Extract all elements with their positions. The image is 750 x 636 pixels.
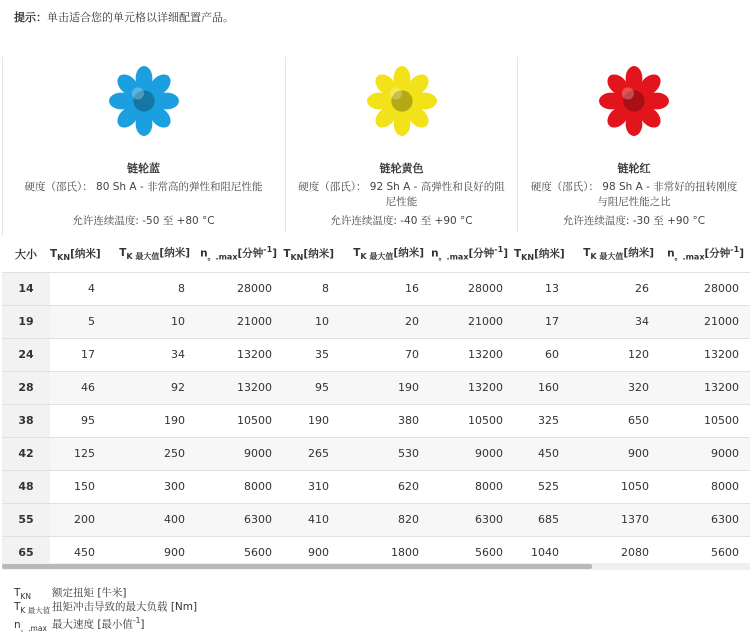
value-cell[interactable]: 10	[283, 305, 340, 338]
value-cell[interactable]: 400	[106, 503, 196, 536]
value-cell[interactable]: 1050	[570, 470, 660, 503]
column-header	[340, 236, 430, 272]
value-cell[interactable]: 620	[340, 470, 430, 503]
hint-label: 提示：	[14, 11, 47, 24]
value-cell[interactable]: 28000	[196, 272, 283, 305]
value-cell[interactable]: 450	[50, 536, 106, 569]
column-header: $n_{。.max}$[分钟$^{-1}$]	[196, 236, 283, 272]
value-cell[interactable]: 6300	[660, 503, 750, 536]
value-cell[interactable]: 190	[283, 404, 340, 437]
legend-description: 最大速度 [最小值	[52, 618, 133, 631]
product-header	[286, 57, 517, 233]
value-cell[interactable]: 320	[570, 371, 660, 404]
size-column-header: 大小	[2, 236, 50, 272]
column-header	[50, 236, 106, 272]
table-row	[2, 437, 750, 470]
value-cell[interactable]: 28000	[430, 272, 514, 305]
column-header-symbol: T	[353, 247, 361, 260]
value-cell[interactable]: 900	[283, 536, 340, 569]
table-row	[2, 338, 750, 371]
value-cell[interactable]: 10500	[196, 404, 283, 437]
hint-text	[14, 9, 234, 25]
column-header: $n_{。.max}$[分钟$^{-1}$]	[660, 236, 750, 272]
product-hardness: 硬度（邵氏）： 92 Sh A - 高弹性和良好的阻尼性能	[298, 181, 505, 208]
horizontal-scrollbar-thumb[interactable]	[2, 564, 592, 569]
value-cell[interactable]: 10	[106, 305, 196, 338]
value-cell[interactable]: 21000	[430, 305, 514, 338]
legend-item	[14, 600, 197, 614]
value-cell[interactable]: 160	[514, 371, 570, 404]
value-cell[interactable]: 17	[50, 338, 106, 371]
value-cell[interactable]: 13200	[196, 338, 283, 371]
product-header	[2, 57, 285, 233]
spider-coupling-image[interactable]	[106, 63, 182, 139]
value-cell[interactable]: 35	[283, 338, 340, 371]
value-cell[interactable]: 8	[283, 272, 340, 305]
value-cell[interactable]: 9000	[196, 437, 283, 470]
value-cell[interactable]: 46	[50, 371, 106, 404]
value-cell[interactable]: 13200	[430, 371, 514, 404]
value-cell[interactable]: 150	[50, 470, 106, 503]
legend	[14, 586, 198, 633]
hint-message: 单击适合您的单元格以详细配置产品。	[47, 11, 234, 24]
column-header-subscript: KN	[57, 252, 71, 262]
spider-coupling-image[interactable]	[596, 63, 672, 139]
value-cell[interactable]: 120	[570, 338, 660, 371]
value-cell[interactable]: 92	[106, 371, 196, 404]
legend-symbol	[14, 618, 52, 636]
value-cell[interactable]: 10500	[430, 404, 514, 437]
value-cell[interactable]: 95	[283, 371, 340, 404]
column-header: $n_{。.max}$[分钟$^{-1}$]	[430, 236, 514, 272]
column-header-subscript: K 最大值	[126, 252, 160, 262]
value-cell[interactable]: 9000	[430, 437, 514, 470]
value-cell[interactable]: 125	[50, 437, 106, 470]
value-cell[interactable]: 1040	[514, 536, 570, 569]
product-hardness: 硬度（邵氏）： 80 Sh A - 非常高的弹性和阻尼性能	[24, 181, 263, 193]
product-name: 链轮红	[617, 162, 651, 175]
value-cell[interactable]: 26	[570, 272, 660, 305]
value-cell[interactable]: 200	[50, 503, 106, 536]
value-cell[interactable]: 300	[106, 470, 196, 503]
value-cell[interactable]: 900	[106, 536, 196, 569]
value-cell[interactable]: 9000	[660, 437, 750, 470]
value-cell[interactable]: 13	[514, 272, 570, 305]
legend-item	[14, 586, 197, 600]
column-header-subscript: 。.max	[207, 252, 238, 262]
size-cell: 65	[2, 536, 50, 569]
product-temperature: 允许连续温度: -50 至 +80 °C	[72, 215, 215, 227]
value-cell[interactable]: 900	[570, 437, 660, 470]
value-cell[interactable]: 1370	[570, 503, 660, 536]
value-cell[interactable]: 21000	[660, 305, 750, 338]
column-header-subscript: 。.max	[674, 252, 705, 262]
value-cell[interactable]: 34	[570, 305, 660, 338]
legend-symbol-subscript: KN	[20, 592, 31, 602]
column-header-subscript: K 最大值	[360, 252, 394, 262]
column-header-symbol: T	[50, 247, 58, 260]
column-header-unit: [分钟	[704, 247, 731, 260]
product-header	[518, 57, 750, 233]
column-header	[283, 236, 340, 272]
value-cell[interactable]: 8000	[430, 470, 514, 503]
value-cell[interactable]: 325	[514, 404, 570, 437]
value-cell[interactable]: 4	[50, 272, 106, 305]
size-cell: 19	[2, 305, 50, 338]
column-header-symbol: T	[514, 247, 522, 260]
column-header-unit: [纳米]	[393, 247, 424, 260]
product-temperature: 允许连续温度: -40 至 +90 °C	[330, 215, 473, 227]
value-cell[interactable]: 190	[340, 371, 430, 404]
legend-symbol-subscript: 。.max	[20, 623, 47, 633]
value-cell[interactable]: 5600	[430, 536, 514, 569]
value-cell[interactable]: 8000	[660, 470, 750, 503]
value-cell[interactable]: 28000	[660, 272, 750, 305]
legend-item: $n_{。.max}$ 最大速度 [最小值$^{-1}$]	[14, 614, 197, 628]
value-cell[interactable]: 650	[570, 404, 660, 437]
product-name: 链轮蓝	[127, 162, 160, 175]
column-header-subscript: 。.max	[438, 252, 469, 262]
legend-description: 额定扭矩 [牛米]	[52, 587, 127, 599]
value-cell[interactable]: 5	[50, 305, 106, 338]
column-header	[514, 236, 570, 272]
column-header-unit: [分钟	[468, 247, 495, 260]
column-header-superscript: -1	[730, 244, 740, 254]
table-row	[2, 503, 750, 536]
size-cell: 42	[2, 437, 50, 470]
value-cell[interactable]: 70	[340, 338, 430, 371]
size-cell: 14	[2, 272, 50, 305]
table-row	[2, 305, 750, 338]
table-row	[2, 371, 750, 404]
column-header-subscript: KN	[521, 252, 535, 262]
legend-superscript: -1	[132, 616, 141, 625]
value-cell[interactable]: 34	[106, 338, 196, 371]
size-cell: 24	[2, 338, 50, 371]
value-cell[interactable]: 250	[106, 437, 196, 470]
column-header-symbol: n	[667, 247, 675, 260]
column-header-subscript: K 最大值	[590, 252, 624, 262]
value-cell[interactable]: 2080	[570, 536, 660, 569]
value-cell[interactable]: 95	[50, 404, 106, 437]
size-cell: 28	[2, 371, 50, 404]
column-header-symbol: T	[283, 247, 291, 260]
value-cell[interactable]: 13200	[660, 371, 750, 404]
legend-symbol-main: T	[14, 601, 21, 613]
value-cell[interactable]: 13200	[660, 338, 750, 371]
column-header-symbol: n	[431, 247, 439, 260]
column-header-subscript: KN	[290, 252, 304, 262]
table-row	[2, 470, 750, 503]
column-header-unit: [纳米]	[70, 247, 101, 260]
column-header-unit: [纳米]	[303, 247, 334, 260]
value-cell[interactable]: 8000	[196, 470, 283, 503]
value-cell[interactable]: 525	[514, 470, 570, 503]
value-cell[interactable]: 530	[340, 437, 430, 470]
size-cell: 48	[2, 470, 50, 503]
value-cell[interactable]: 6300	[430, 503, 514, 536]
value-cell[interactable]: 190	[106, 404, 196, 437]
value-cell[interactable]: 13200	[196, 371, 283, 404]
value-cell[interactable]: 17	[514, 305, 570, 338]
legend-description: 扭矩冲击导致的最大负载 [Nm]	[52, 601, 198, 613]
coupling-data-table	[2, 236, 750, 569]
value-cell[interactable]: 10500	[660, 404, 750, 437]
value-cell[interactable]: 450	[514, 437, 570, 470]
value-cell[interactable]: 5600	[660, 536, 750, 569]
product-temperature: 允许连续温度: -30 至 +90 °C	[562, 215, 706, 227]
column-header-unit: [纳米]	[623, 247, 654, 260]
value-cell[interactable]: 820	[340, 503, 430, 536]
column-header-symbol: n	[200, 247, 208, 260]
value-cell[interactable]: 8	[106, 272, 196, 305]
product-name: 链轮黄色	[379, 162, 424, 175]
product-hardness: 硬度（邵氏）： 98 Sh A - 非常好的扭转刚度与阻尼性能之比	[530, 181, 738, 208]
spider-coupling-image[interactable]	[364, 63, 440, 139]
value-cell[interactable]: 265	[283, 437, 340, 470]
table-row	[2, 404, 750, 437]
column-header-unit: [分钟	[237, 247, 264, 260]
column-header-unit: [纳米]	[159, 247, 190, 260]
value-cell[interactable]: 21000	[196, 305, 283, 338]
value-cell[interactable]: 380	[340, 404, 430, 437]
value-cell[interactable]: 20	[340, 305, 430, 338]
value-cell[interactable]: 6300	[196, 503, 283, 536]
size-cell: 38	[2, 404, 50, 437]
legend-symbol-main: n	[14, 618, 21, 631]
size-cell: 55	[2, 503, 50, 536]
column-header-unit: [纳米]	[534, 247, 565, 260]
value-cell[interactable]: 60	[514, 338, 570, 371]
value-cell[interactable]: 1800	[340, 536, 430, 569]
value-cell[interactable]: 310	[283, 470, 340, 503]
value-cell[interactable]: 685	[514, 503, 570, 536]
legend-symbol-subscript: K 最大值	[20, 606, 51, 616]
value-cell[interactable]: 13200	[430, 338, 514, 371]
value-cell[interactable]: 5600	[196, 536, 283, 569]
value-cell[interactable]: 410	[283, 503, 340, 536]
column-header-superscript: -1	[494, 244, 504, 254]
legend-symbol-main: T	[14, 587, 21, 599]
table-row	[2, 272, 750, 305]
column-header	[106, 236, 196, 272]
column-header-symbol: T	[583, 247, 591, 260]
value-cell[interactable]: 16	[340, 272, 430, 305]
column-header	[570, 236, 660, 272]
table-header-row	[2, 236, 750, 272]
column-header-symbol: T	[119, 247, 127, 260]
column-header-superscript: -1	[263, 244, 273, 254]
